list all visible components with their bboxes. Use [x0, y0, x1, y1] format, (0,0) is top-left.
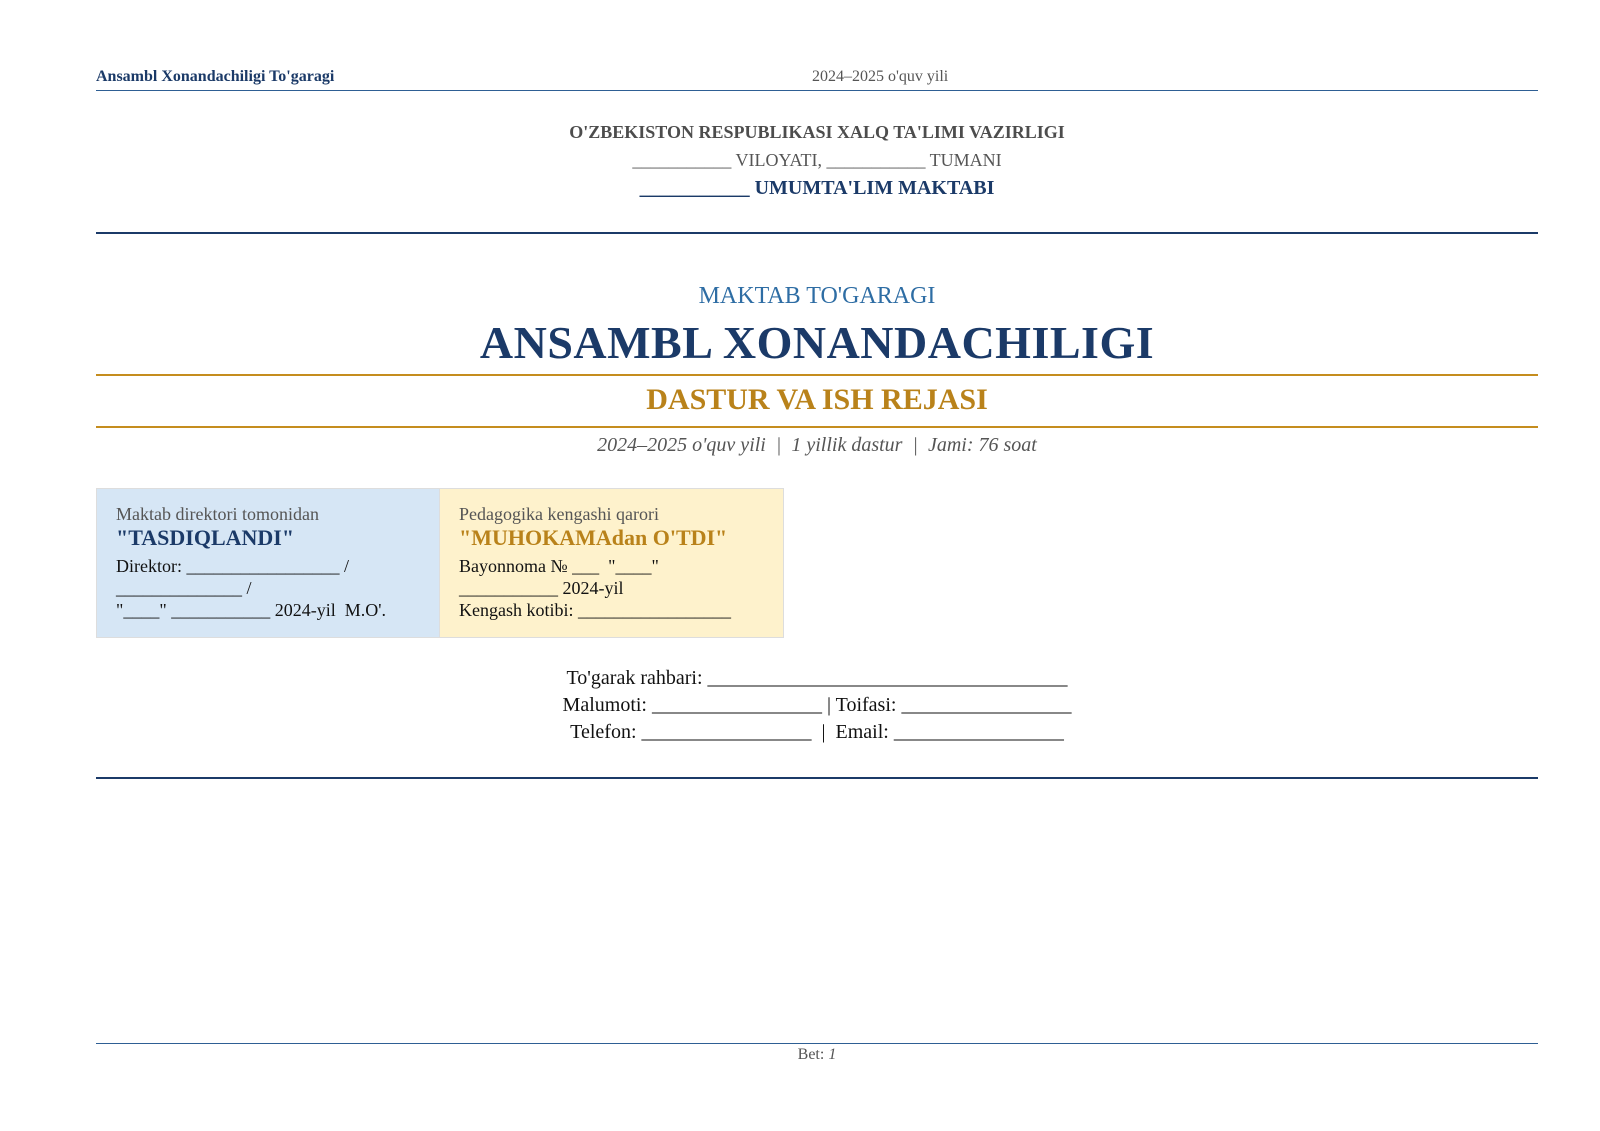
council-secretary-line: Kengash kotibi: _________________ [459, 600, 731, 620]
council-caption: Pedagogika kengashi qarori [459, 504, 659, 524]
ministry-name: O'ZBEKISTON RESPUBLIKASI XALQ TA'LIMI VAZIRLIGI [569, 122, 1065, 142]
leader-name-line: To'garak rahbari: ____________________________________ [566, 667, 1068, 689]
school-name-line: ___________ UMUMTA'LIM MAKTABI [639, 177, 995, 199]
divider-top [96, 232, 1538, 234]
council-approval-box [440, 489, 783, 637]
header-academic-year: 2024–2025 o'quv yili [812, 68, 949, 85]
director-approval-box [97, 489, 440, 637]
club-subtitle: MAKTAB TO'GARAGI [698, 283, 936, 309]
region-district-line: ___________ VILOYATI, ___________ TUMANI [632, 150, 1002, 170]
director-date-line: "____" ___________ 2024-yil M.O'. [116, 600, 386, 620]
protocol-number-line: Bayonnoma № ___ "____" [459, 556, 659, 576]
director-name-line: ______________ / [116, 578, 252, 598]
page-number: 1 [828, 1046, 837, 1063]
program-meta: 2024–2025 o'quv yili | 1 yillik dastur | Jami: 76 soat [597, 434, 1037, 456]
divider-gold-bottom [96, 426, 1538, 428]
director-signature-line: Direktor: _________________ / [116, 556, 349, 576]
approved-stamp: "TASDIQLANDI" [116, 525, 295, 550]
divider-bottom [96, 777, 1538, 779]
page-title: ANSAMBL XONANDACHILIGI [479, 317, 1155, 368]
club-leader-block [96, 665, 1538, 746]
header-title: Ansambl Xonandachiligi To'garagi [96, 68, 335, 85]
page-header [96, 66, 1538, 91]
divider-gold-top [96, 374, 1538, 376]
page-label: Bet: [797, 1046, 829, 1063]
approval-section [96, 488, 784, 638]
protocol-date-line: ___________ 2024-yil [459, 578, 624, 598]
leader-contact-line: Telefon: _________________ | Email: _________________ [570, 721, 1064, 743]
discussed-stamp: "MUHOKAMAdan O'TDI" [459, 525, 728, 550]
page-footer [96, 1043, 1538, 1064]
leader-education-line: Malumoti: _________________ | Toifasi: _________________ [562, 694, 1072, 716]
plan-title: DASTUR VA ISH REJASI [646, 383, 988, 416]
director-caption: Maktab direktori tomonidan [116, 504, 319, 524]
